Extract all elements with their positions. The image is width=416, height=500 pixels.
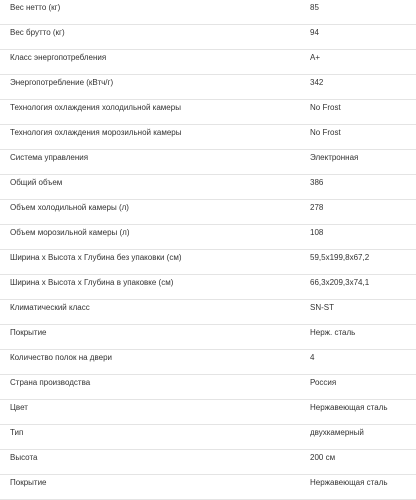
spec-value: Электронная (310, 153, 359, 162)
spec-value: Россия (310, 378, 337, 387)
spec-row-color (0, 400, 416, 425)
spec-label: Ширина x Высота x Глубина в упаковке (см) (10, 278, 174, 287)
spec-label: Высота (10, 453, 38, 462)
spec-label: Вес брутто (кг) (10, 28, 65, 37)
spec-value: A+ (310, 53, 321, 62)
spec-label: Тип (10, 428, 24, 437)
spec-value: 85 (310, 3, 319, 12)
spec-value: двухкамерный (310, 428, 364, 437)
spec-value: SN-ST (310, 303, 334, 312)
spec-row-coating (0, 325, 416, 350)
spec-value: 66,3x209,3x74,1 (310, 278, 370, 287)
spec-row-dimensions-unpacked (0, 250, 416, 275)
spec-label: Вес нетто (кг) (10, 3, 61, 12)
spec-label: Ширина x Высота x Глубина без упаковки (см) (10, 253, 182, 262)
spec-row-freezer-cooling (0, 125, 416, 150)
spec-value: 94 (310, 28, 319, 37)
spec-row-country (0, 375, 416, 400)
spec-label: Энергопотребление (кВтч/г) (10, 78, 114, 87)
spec-row-climate-class (0, 300, 416, 325)
spec-row-total-volume (0, 175, 416, 200)
spec-row-net-weight (0, 0, 416, 25)
spec-value: Нержавеющая сталь (310, 478, 388, 487)
spec-value: 4 (310, 353, 315, 362)
spec-row-door-shelves (0, 350, 416, 375)
spec-value: No Frost (310, 103, 341, 112)
spec-label: Климатический класс (10, 303, 90, 312)
spec-value: No Frost (310, 128, 341, 137)
spec-row-control-system (0, 150, 416, 175)
spec-row-energy-class (0, 50, 416, 75)
spec-label: Цвет (10, 403, 28, 412)
spec-label: Покрытие (10, 478, 47, 487)
spec-row-coating-2 (0, 475, 416, 500)
spec-row-height (0, 450, 416, 475)
spec-row-fridge-cooling (0, 100, 416, 125)
spec-label: Система управления (10, 153, 89, 162)
spec-value: 200 см (310, 453, 336, 462)
spec-row-dimensions-packed (0, 275, 416, 300)
spec-row-energy-consumption (0, 75, 416, 100)
spec-label: Количество полок на двери (10, 353, 113, 362)
spec-value: 386 (310, 178, 324, 187)
spec-value: Нержавеющая сталь (310, 403, 388, 412)
spec-row-gross-weight (0, 25, 416, 50)
spec-value: 108 (310, 228, 324, 237)
spec-row-fridge-volume (0, 200, 416, 225)
spec-label: Технология охлаждения холодильной камеры (10, 103, 181, 112)
spec-value: 342 (310, 78, 324, 87)
spec-value: 59,5x199,8x67,2 (310, 253, 370, 262)
spec-row-type (0, 425, 416, 450)
spec-label: Технология охлаждения морозильной камеры (10, 128, 182, 137)
spec-label: Страна производства (10, 378, 91, 387)
spec-label: Класс энергопотребления (10, 53, 107, 62)
spec-value: 278 (310, 203, 324, 212)
spec-label: Объем морозильной камеры (л) (10, 228, 130, 237)
spec-value: Нерж. сталь (310, 328, 356, 337)
spec-label: Общий объем (10, 178, 63, 187)
spec-label: Объем холодильной камеры (л) (10, 203, 129, 212)
spec-label: Покрытие (10, 328, 47, 337)
spec-row-freezer-volume (0, 225, 416, 250)
